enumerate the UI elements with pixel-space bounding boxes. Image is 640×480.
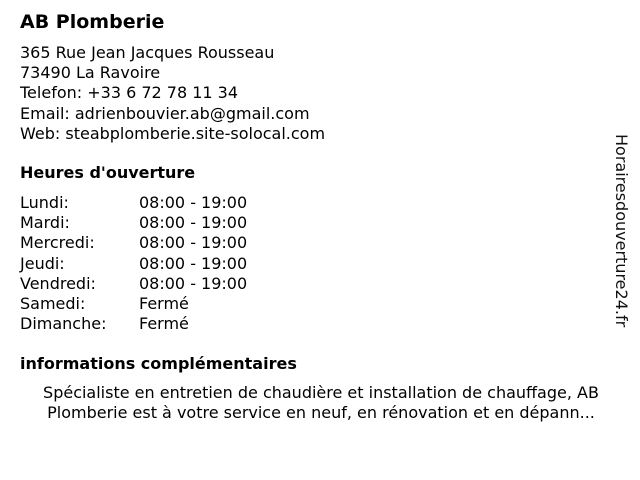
- hours-time: 08:00 - 19:00: [139, 273, 248, 293]
- hours-time: Fermé: [139, 293, 189, 313]
- address-line-city: 73490 La Ravoire: [20, 63, 161, 83]
- hours-time: 08:00 - 19:00: [139, 253, 248, 273]
- phone-line: Telefon: +33 6 72 78 11 34: [20, 83, 239, 103]
- site-watermark-text: Horairesdouverture24.fr: [612, 134, 631, 328]
- hours-day: Jeudi:: [20, 253, 65, 273]
- hours-time: Fermé: [139, 314, 189, 334]
- hours-time: 08:00 - 19:00: [139, 213, 248, 233]
- email-line: Email: adrienbouvier.ab@gmail.com: [20, 103, 310, 123]
- hours-day: Vendredi:: [20, 273, 96, 293]
- hours-day: Mercredi:: [20, 233, 95, 253]
- business-name: AB Plomberie: [20, 11, 165, 33]
- website-line: Web: steabplomberie.site-solocal.com: [20, 123, 326, 143]
- site-watermark: [609, 134, 633, 344]
- business-description: Spécialiste en entretien de chaudière et installation de chauffage, AB Plomberie est à votre service en neuf, en rénovation et en dépann...: [43, 383, 599, 422]
- address-line-street: 365 Rue Jean Jacques Rousseau: [20, 43, 275, 62]
- hours-day: Mardi:: [20, 213, 70, 233]
- hours-day: Lundi:: [20, 193, 69, 212]
- hours-day: Dimanche:: [20, 314, 107, 334]
- opening-hours-heading: Heures d'ouverture: [20, 163, 196, 182]
- additional-info-heading: informations complémentaires: [20, 354, 297, 373]
- hours-day: Samedi:: [20, 293, 86, 313]
- hours-time: 08:00 - 19:00: [139, 233, 248, 253]
- hours-time: 08:00 - 19:00: [139, 193, 248, 212]
- contact-block: [20, 43, 325, 144]
